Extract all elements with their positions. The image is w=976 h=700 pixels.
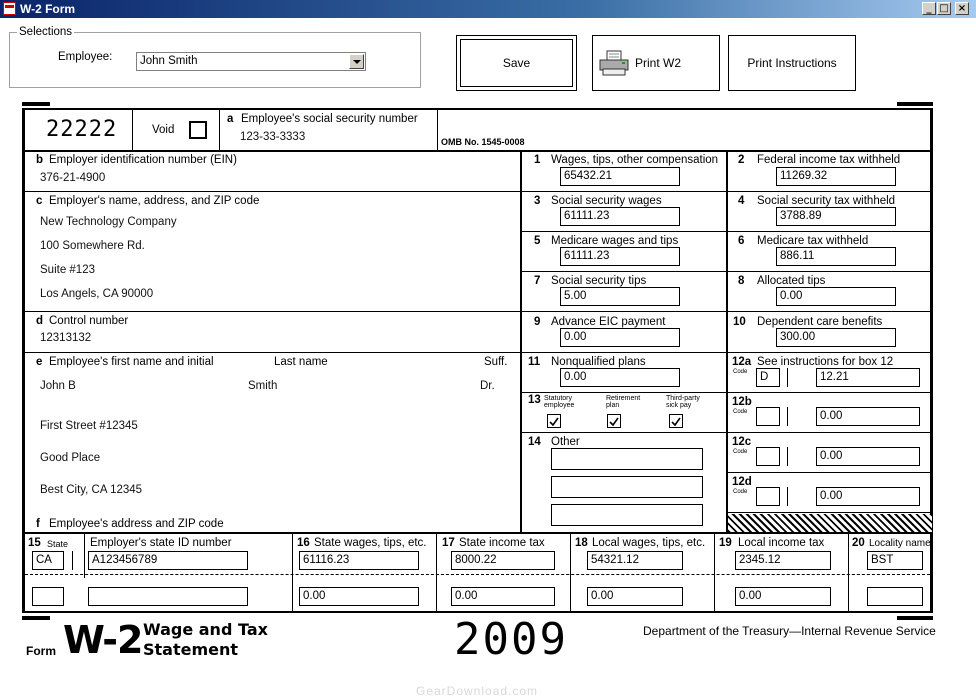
local-wages-field[interactable]: 54321.12: [587, 551, 683, 570]
suffix-label: Suff.: [484, 356, 508, 368]
box-9-label: Advance EIC payment: [551, 316, 666, 328]
box-9-num: 9: [534, 316, 541, 328]
box-14-label: Other: [551, 436, 580, 448]
medicare-tax-field[interactable]: 886.11: [776, 247, 896, 266]
box-18-label: Local wages, tips, etc.: [592, 537, 706, 549]
checkmark-icon: [548, 416, 560, 428]
wage-tax-title-2: Statement: [143, 640, 239, 659]
employer-ein[interactable]: 376-21-4900: [40, 172, 106, 184]
nonqualified-field[interactable]: 0.00: [560, 368, 680, 387]
medicare-wages-field[interactable]: 61111.23: [560, 247, 680, 266]
ss-tax-field[interactable]: 3788.89: [776, 207, 896, 226]
box-14-num: 14: [528, 436, 541, 448]
employee-address-2[interactable]: Good Place: [40, 452, 101, 464]
box-17-label: State income tax: [459, 537, 545, 549]
print-w2-label: Print W2: [635, 56, 682, 70]
printer-icon: [598, 50, 630, 76]
box-16-label: State wages, tips, etc.: [314, 537, 427, 549]
box-15-id-label: Employer's state ID number: [90, 537, 232, 549]
state-tax-field-2[interactable]: 0.00: [451, 587, 555, 606]
box-7-label: Social security tips: [551, 275, 647, 287]
save-button-label: Save: [502, 56, 531, 70]
box-c-label: Employer's name, address, and ZIP code: [49, 195, 260, 207]
state-code-field[interactable]: CA: [32, 551, 64, 570]
box-7-num: 7: [534, 275, 541, 287]
box-8-label: Allocated tips: [757, 275, 826, 287]
void-label: Void: [152, 124, 175, 136]
box-10-label: Dependent care benefits: [757, 316, 883, 328]
box-3-label: Social security wages: [551, 195, 662, 207]
box-1-label: Wages, tips, other compensation: [551, 154, 719, 166]
box-12d-code-label: Code: [733, 489, 748, 495]
box-e-letter: e: [36, 356, 43, 368]
box-12c-code-label: Code: [733, 449, 748, 455]
other-field-3[interactable]: [551, 504, 703, 526]
employee-last-name[interactable]: Smith: [248, 380, 278, 392]
box-12d-amount-field[interactable]: 0.00: [816, 487, 920, 506]
chevron-down-icon[interactable]: [349, 54, 364, 69]
locality-name-field-2[interactable]: [867, 587, 923, 606]
void-checkbox[interactable]: [189, 121, 207, 139]
ss-wages-field[interactable]: 61111.23: [560, 207, 680, 226]
box-5-num: 5: [534, 235, 541, 247]
employer-address-3[interactable]: Los Angels, CA 90000: [40, 288, 154, 300]
box-19-num: 19: [719, 537, 732, 549]
box-13-num: 13: [528, 394, 541, 406]
state-tax-field[interactable]: 8000.22: [451, 551, 555, 570]
last-name-label: Last name: [274, 356, 328, 368]
box-d-label: Control number: [49, 315, 129, 327]
box-16-num: 16: [297, 537, 310, 549]
box-12a-num: 12a: [732, 356, 752, 368]
box-12d-num: 12d: [732, 476, 752, 488]
box-12b-num: 12b: [732, 396, 752, 408]
statutory-employee-checkbox[interactable]: [547, 414, 561, 428]
box-6-label: Medicare tax withheld: [757, 235, 869, 247]
third-party-sick-pay-label: Third-party sick pay: [666, 395, 700, 409]
box-2-label: Federal income tax withheld: [757, 154, 901, 166]
employer-name[interactable]: New Technology Company: [40, 216, 177, 228]
employee-first-name[interactable]: John B: [40, 380, 76, 392]
box-12b-code-label: Code: [733, 409, 748, 415]
box-6-num: 6: [738, 235, 745, 247]
box-12a-amount-field[interactable]: 12.21: [816, 368, 920, 387]
federal-tax-field[interactable]: 11269.32: [776, 167, 896, 186]
box-a-letter: a: [227, 113, 234, 125]
state-id-field-2[interactable]: [88, 587, 248, 606]
local-wages-field-2[interactable]: 0.00: [587, 587, 683, 606]
box-b-label: Employer identification number (EIN): [49, 154, 237, 166]
box-11-label: Nonqualified plans: [551, 356, 646, 368]
box-8-num: 8: [738, 275, 745, 287]
box-b-letter: b: [36, 154, 44, 166]
box-17-num: 17: [442, 537, 455, 549]
employer-address-2[interactable]: Suite #123: [40, 264, 95, 276]
state-id-field[interactable]: A123456789: [88, 551, 248, 570]
allocated-tips-field[interactable]: 0.00: [776, 287, 896, 306]
w2-title: W-2: [63, 618, 143, 662]
box-e-label: Employee's first name and initial: [49, 356, 214, 368]
box-20-num: 20: [852, 537, 865, 549]
employee-select-value: John Smith: [140, 55, 198, 67]
box-12a-code-label: Code: [733, 369, 748, 375]
locality-name-field[interactable]: BST: [867, 551, 923, 570]
box-10-num: 10: [733, 316, 746, 328]
local-tax-field-2[interactable]: 0.00: [735, 587, 831, 606]
form-word: Form: [26, 644, 56, 658]
box-12d-code-field[interactable]: [756, 487, 780, 506]
wages-field[interactable]: 65432.21: [560, 167, 680, 186]
app-icon: [3, 2, 16, 15]
box-20-label: Locality name: [869, 538, 931, 549]
box-12a-label: See instructions for box 12: [757, 356, 894, 368]
local-tax-field[interactable]: 2345.12: [735, 551, 831, 570]
employee-ssn[interactable]: 123-33-3333: [240, 131, 306, 143]
box-11-num: 11: [528, 356, 541, 368]
close-icon[interactable]: ×: [955, 2, 969, 15]
box-d-letter: d: [36, 315, 44, 327]
employee-label: Employee:: [58, 51, 113, 63]
maximize-icon[interactable]: □: [937, 2, 951, 15]
box-12b-code-field[interactable]: [756, 407, 780, 426]
ss-tips-field[interactable]: 5.00: [560, 287, 680, 306]
retirement-plan-checkbox[interactable]: [607, 414, 621, 428]
box-19-label: Local income tax: [738, 537, 825, 549]
employee-suffix[interactable]: Dr.: [480, 380, 495, 392]
box-3-num: 3: [534, 195, 541, 207]
box-4-label: Social security tax withheld: [757, 195, 896, 207]
employer-address-1[interactable]: 100 Somewhere Rd.: [40, 240, 145, 252]
box-18-num: 18: [575, 537, 588, 549]
window-title: W-2 Form: [20, 2, 76, 16]
save-button[interactable]: [456, 35, 577, 91]
minimize-icon[interactable]: _: [922, 2, 936, 15]
eic-field[interactable]: 0.00: [560, 328, 680, 347]
employee-select[interactable]: [136, 52, 366, 71]
box-12b-amount-field[interactable]: 0.00: [816, 407, 920, 426]
employee-address-1[interactable]: First Street #12345: [40, 420, 138, 432]
box-2-num: 2: [738, 154, 745, 166]
box-15-num: 15: [28, 537, 41, 549]
box-a-label: Employee's social security number: [241, 113, 418, 125]
selections-legend: Selections: [19, 26, 73, 38]
watermark: GearDownload.com: [416, 684, 539, 698]
box-12a-code-field[interactable]: D: [756, 368, 780, 387]
checkmark-icon: [670, 416, 682, 428]
box-c-letter: c: [36, 195, 43, 207]
shaded-area: [728, 514, 932, 532]
state-wages-field[interactable]: 61116.23: [299, 551, 419, 570]
box-4-num: 4: [738, 195, 745, 207]
state-code-field-2[interactable]: [32, 587, 64, 606]
dependent-care-field[interactable]: 300.00: [776, 328, 896, 347]
third-party-sick-pay-checkbox[interactable]: [669, 414, 683, 428]
statutory-employee-label: Statutory employee: [544, 395, 575, 409]
box-f-letter: f: [36, 518, 40, 530]
checkmark-icon: [608, 416, 620, 428]
form-year: 2009: [454, 614, 568, 665]
box-15-state-label: State: [47, 539, 69, 549]
state-wages-field-2[interactable]: 0.00: [299, 587, 419, 606]
form-code: 22222: [46, 117, 118, 142]
control-number[interactable]: 12313132: [40, 332, 92, 344]
title-bar: [0, 0, 976, 18]
state-row-divider: [25, 574, 930, 575]
other-field-1[interactable]: [551, 448, 703, 470]
employee-address-3[interactable]: Best City, CA 12345: [40, 484, 143, 496]
omb-number: OMB No. 1545-0008: [441, 137, 525, 147]
print-instructions-label: Print Instructions: [747, 56, 837, 70]
box-5-label: Medicare wages and tips: [551, 235, 679, 247]
box-f-label: Employee's address and ZIP code: [49, 518, 224, 530]
print-instructions-button[interactable]: [728, 35, 856, 91]
other-field-2[interactable]: [551, 476, 703, 498]
department-label: Department of the Treasury—Internal Revenue Service: [643, 624, 936, 638]
wage-tax-title-1: Wage and Tax: [143, 620, 268, 639]
box-12c-amount-field[interactable]: 0.00: [816, 447, 920, 466]
box-1-num: 1: [534, 154, 541, 166]
retirement-plan-label: Retirement plan: [606, 395, 641, 409]
box-12c-num: 12c: [732, 436, 752, 448]
box-12c-code-field[interactable]: [756, 447, 780, 466]
